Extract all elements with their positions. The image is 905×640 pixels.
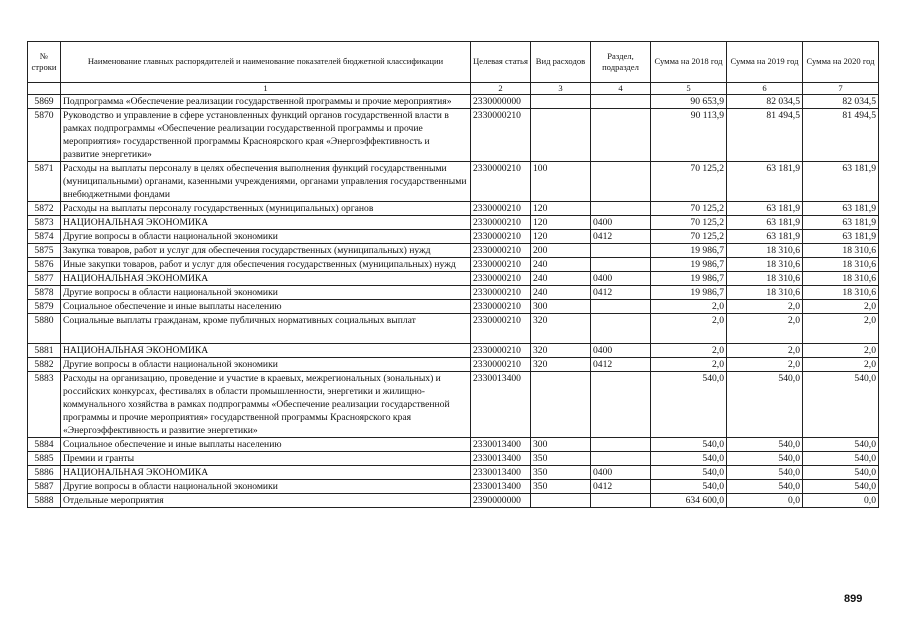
target-article-cell: 2330000210 [471, 230, 531, 244]
sum-2019-cell: 2,0 [727, 314, 803, 344]
row-number-cell: 5879 [28, 300, 61, 314]
row-number-cell: 5886 [28, 466, 61, 480]
sum-2018-cell: 70 125,2 [651, 216, 727, 230]
target-article-cell: 2330000210 [471, 216, 531, 230]
name-cell: Руководство и управление в сфере установленных функций органов государственной власти в рамках подпрограммы «Обеспечение реализации государственной программы и прочие мероприятия» государственной программы Красноярского края «Энергоэффективность и развитие энергетики» [61, 109, 471, 162]
row-number-cell: 5873 [28, 216, 61, 230]
sum-2020-cell: 0,0 [803, 494, 879, 508]
table-row [28, 314, 879, 344]
sum-2019-cell: 63 181,9 [727, 202, 803, 216]
sum-2020-cell: 18 310,6 [803, 258, 879, 272]
table-row [28, 466, 879, 480]
sum-2018-cell: 70 125,2 [651, 162, 727, 202]
name-cell: Расходы на выплаты персоналу государственных (муниципальных) органов [61, 202, 471, 216]
name-cell: Другие вопросы в области национальной экономики [61, 286, 471, 300]
sum-2020-cell: 63 181,9 [803, 216, 879, 230]
row-number-cell: 5881 [28, 344, 61, 358]
name-cell: Расходы на организацию, проведение и участие в краевых, межрегиональных (зональных) и российских конкурсах, фестивалях в области промышленности, энергетики и жилищно-коммунального хозяйства в рамках подпрограммы «Обеспечение реализации государственной программы и прочие мероприятия» государственной программы Красноярского края «Энергоэффективность и развитие энергетики» [61, 372, 471, 438]
name-cell: Социальные выплаты гражданам, кроме публичных нормативных социальных выплат [61, 314, 471, 344]
sum-2018-cell: 2,0 [651, 358, 727, 372]
expense-type-cell [531, 95, 591, 109]
sum-2020-cell: 540,0 [803, 452, 879, 466]
section-cell [591, 109, 651, 162]
target-article-cell: 2330000210 [471, 286, 531, 300]
sum-2019-cell: 63 181,9 [727, 162, 803, 202]
expense-type-cell: 350 [531, 452, 591, 466]
header-sum-2018: Сумма на 2018 год [651, 42, 727, 83]
row-number-cell: 5877 [28, 272, 61, 286]
column-number-cell: 1 [61, 83, 471, 95]
sum-2020-cell: 2,0 [803, 314, 879, 344]
row-number-cell: 5872 [28, 202, 61, 216]
column-number-row [28, 83, 879, 95]
budget-table-page [27, 41, 878, 508]
expense-type-cell: 240 [531, 286, 591, 300]
table-row [28, 272, 879, 286]
sum-2018-cell: 90 113,9 [651, 109, 727, 162]
name-cell: НАЦИОНАЛЬНАЯ ЭКОНОМИКА [61, 272, 471, 286]
row-number-cell: 5871 [28, 162, 61, 202]
sum-2019-cell: 18 310,6 [727, 272, 803, 286]
table-row [28, 216, 879, 230]
expense-type-cell: 120 [531, 202, 591, 216]
sum-2019-cell: 82 034,5 [727, 95, 803, 109]
target-article-cell: 2330000210 [471, 258, 531, 272]
sum-2019-cell: 63 181,9 [727, 230, 803, 244]
section-cell [591, 438, 651, 452]
sum-2019-cell: 18 310,6 [727, 244, 803, 258]
budget-table [27, 41, 879, 508]
header-expense-type: Вид расходов [531, 42, 591, 83]
sum-2018-cell: 540,0 [651, 452, 727, 466]
sum-2020-cell: 18 310,6 [803, 244, 879, 258]
expense-type-cell: 320 [531, 314, 591, 344]
expense-type-cell: 240 [531, 272, 591, 286]
sum-2019-cell: 540,0 [727, 438, 803, 452]
header-section: Раздел, подраздел [591, 42, 651, 83]
section-cell: 0400 [591, 344, 651, 358]
section-cell [591, 314, 651, 344]
sum-2018-cell: 540,0 [651, 480, 727, 494]
row-number-cell: 5888 [28, 494, 61, 508]
expense-type-cell: 300 [531, 300, 591, 314]
sum-2020-cell: 63 181,9 [803, 230, 879, 244]
sum-2018-cell: 634 600,0 [651, 494, 727, 508]
table-body [28, 83, 879, 508]
sum-2020-cell: 540,0 [803, 466, 879, 480]
row-number-cell: 5882 [28, 358, 61, 372]
sum-2019-cell: 63 181,9 [727, 216, 803, 230]
name-cell: Расходы на выплаты персоналу в целях обеспечения выполнения функций государственными (муниципальными) органами, казенными учреждениями, органами управления государственными внебюджетными фондами [61, 162, 471, 202]
expense-type-cell: 300 [531, 438, 591, 452]
sum-2019-cell: 540,0 [727, 452, 803, 466]
expense-type-cell: 320 [531, 344, 591, 358]
sum-2020-cell: 540,0 [803, 438, 879, 452]
table-header-row [28, 42, 879, 83]
target-article-cell: 2330000210 [471, 162, 531, 202]
section-cell: 0400 [591, 216, 651, 230]
row-number-cell: 5870 [28, 109, 61, 162]
table-row [28, 452, 879, 466]
column-number-cell: 2 [471, 83, 531, 95]
sum-2020-cell: 2,0 [803, 300, 879, 314]
name-cell: Закупка товаров, работ и услуг для обеспечения государственных (муниципальных) нужд [61, 244, 471, 258]
column-number-cell: 4 [591, 83, 651, 95]
target-article-cell: 2390000000 [471, 494, 531, 508]
header-sum-2019: Сумма на 2019 год [727, 42, 803, 83]
name-cell: Другие вопросы в области национальной экономики [61, 480, 471, 494]
table-row [28, 480, 879, 494]
table-row [28, 109, 879, 162]
target-article-cell: 2330000210 [471, 358, 531, 372]
section-cell: 0412 [591, 358, 651, 372]
column-number-cell [28, 83, 61, 95]
header-target: Целевая статья [471, 42, 531, 83]
section-cell [591, 162, 651, 202]
row-number-cell: 5883 [28, 372, 61, 438]
sum-2020-cell: 81 494,5 [803, 109, 879, 162]
section-cell [591, 372, 651, 438]
target-article-cell: 2330013400 [471, 452, 531, 466]
section-cell [591, 202, 651, 216]
sum-2018-cell: 2,0 [651, 344, 727, 358]
target-article-cell: 2330013400 [471, 372, 531, 438]
row-number-cell: 5880 [28, 314, 61, 344]
sum-2018-cell: 19 986,7 [651, 244, 727, 258]
sum-2020-cell: 18 310,6 [803, 272, 879, 286]
section-cell: 0412 [591, 480, 651, 494]
target-article-cell: 2330000210 [471, 109, 531, 162]
expense-type-cell: 120 [531, 230, 591, 244]
expense-type-cell: 100 [531, 162, 591, 202]
sum-2020-cell: 63 181,9 [803, 162, 879, 202]
column-number-cell: 7 [803, 83, 879, 95]
expense-type-cell: 120 [531, 216, 591, 230]
name-cell: Социальное обеспечение и иные выплаты населению [61, 438, 471, 452]
name-cell: Другие вопросы в области национальной экономики [61, 230, 471, 244]
sum-2018-cell: 70 125,2 [651, 230, 727, 244]
table-row [28, 438, 879, 452]
table-row [28, 244, 879, 258]
header-sum-2020: Сумма на 2020 год [803, 42, 879, 83]
section-cell [591, 494, 651, 508]
table-row [28, 258, 879, 272]
column-number-cell: 5 [651, 83, 727, 95]
name-cell: Другие вопросы в области национальной экономики [61, 358, 471, 372]
sum-2019-cell: 0,0 [727, 494, 803, 508]
target-article-cell: 2330000210 [471, 272, 531, 286]
name-cell: НАЦИОНАЛЬНАЯ ЭКОНОМИКА [61, 466, 471, 480]
target-article-cell: 2330013400 [471, 466, 531, 480]
expense-type-cell: 350 [531, 480, 591, 494]
section-cell [591, 452, 651, 466]
section-cell [591, 244, 651, 258]
table-row [28, 162, 879, 202]
sum-2019-cell: 540,0 [727, 466, 803, 480]
table-row [28, 202, 879, 216]
sum-2018-cell: 540,0 [651, 372, 727, 438]
section-cell [591, 300, 651, 314]
name-cell: Иные закупки товаров, работ и услуг для обеспечения государственных (муниципальных) нужд [61, 258, 471, 272]
header-row-no: № строки [28, 42, 61, 83]
table-row [28, 230, 879, 244]
expense-type-cell [531, 372, 591, 438]
sum-2018-cell: 540,0 [651, 438, 727, 452]
table-row [28, 344, 879, 358]
target-article-cell: 2330000210 [471, 314, 531, 344]
name-cell: Премии и гранты [61, 452, 471, 466]
expense-type-cell [531, 494, 591, 508]
column-number-cell: 6 [727, 83, 803, 95]
table-row [28, 286, 879, 300]
row-number-cell: 5887 [28, 480, 61, 494]
row-number-cell: 5875 [28, 244, 61, 258]
header-name: Наименование главных распорядителей и наименование показателей бюджетной классификации [61, 42, 471, 83]
sum-2019-cell: 540,0 [727, 372, 803, 438]
table-row [28, 95, 879, 109]
sum-2018-cell: 540,0 [651, 466, 727, 480]
row-number-cell: 5869 [28, 95, 61, 109]
sum-2020-cell: 82 034,5 [803, 95, 879, 109]
sum-2019-cell: 2,0 [727, 358, 803, 372]
target-article-cell: 2330000210 [471, 244, 531, 258]
row-number-cell: 5885 [28, 452, 61, 466]
sum-2018-cell: 2,0 [651, 300, 727, 314]
page-number: 899 [844, 593, 863, 605]
table-row [28, 494, 879, 508]
name-cell: НАЦИОНАЛЬНАЯ ЭКОНОМИКА [61, 216, 471, 230]
sum-2019-cell: 81 494,5 [727, 109, 803, 162]
row-number-cell: 5876 [28, 258, 61, 272]
section-cell: 0412 [591, 230, 651, 244]
expense-type-cell: 240 [531, 258, 591, 272]
target-article-cell: 2330000000 [471, 95, 531, 109]
sum-2019-cell: 2,0 [727, 300, 803, 314]
section-cell: 0400 [591, 272, 651, 286]
sum-2019-cell: 18 310,6 [727, 286, 803, 300]
table-row [28, 372, 879, 438]
target-article-cell: 2330000210 [471, 344, 531, 358]
sum-2018-cell: 2,0 [651, 314, 727, 344]
expense-type-cell: 200 [531, 244, 591, 258]
sum-2019-cell: 540,0 [727, 480, 803, 494]
row-number-cell: 5884 [28, 438, 61, 452]
target-article-cell: 2330013400 [471, 438, 531, 452]
sum-2020-cell: 18 310,6 [803, 286, 879, 300]
target-article-cell: 2330013400 [471, 480, 531, 494]
section-cell: 0412 [591, 286, 651, 300]
expense-type-cell: 320 [531, 358, 591, 372]
row-number-cell: 5878 [28, 286, 61, 300]
sum-2018-cell: 70 125,2 [651, 202, 727, 216]
target-article-cell: 2330000210 [471, 202, 531, 216]
expense-type-cell [531, 109, 591, 162]
sum-2020-cell: 540,0 [803, 372, 879, 438]
sum-2018-cell: 19 986,7 [651, 258, 727, 272]
name-cell: НАЦИОНАЛЬНАЯ ЭКОНОМИКА [61, 344, 471, 358]
sum-2018-cell: 90 653,9 [651, 95, 727, 109]
column-number-cell: 3 [531, 83, 591, 95]
name-cell: Социальное обеспечение и иные выплаты населению [61, 300, 471, 314]
section-cell [591, 258, 651, 272]
table-row [28, 358, 879, 372]
name-cell: Отдельные мероприятия [61, 494, 471, 508]
sum-2020-cell: 2,0 [803, 358, 879, 372]
section-cell [591, 95, 651, 109]
sum-2020-cell: 63 181,9 [803, 202, 879, 216]
name-cell: Подпрограмма «Обеспечение реализации государственной программы и прочие мероприятия» [61, 95, 471, 109]
row-number-cell: 5874 [28, 230, 61, 244]
table-row [28, 300, 879, 314]
sum-2018-cell: 19 986,7 [651, 286, 727, 300]
target-article-cell: 2330000210 [471, 300, 531, 314]
sum-2018-cell: 19 986,7 [651, 272, 727, 286]
sum-2020-cell: 540,0 [803, 480, 879, 494]
sum-2019-cell: 2,0 [727, 344, 803, 358]
sum-2020-cell: 2,0 [803, 344, 879, 358]
expense-type-cell: 350 [531, 466, 591, 480]
section-cell: 0400 [591, 466, 651, 480]
sum-2019-cell: 18 310,6 [727, 258, 803, 272]
